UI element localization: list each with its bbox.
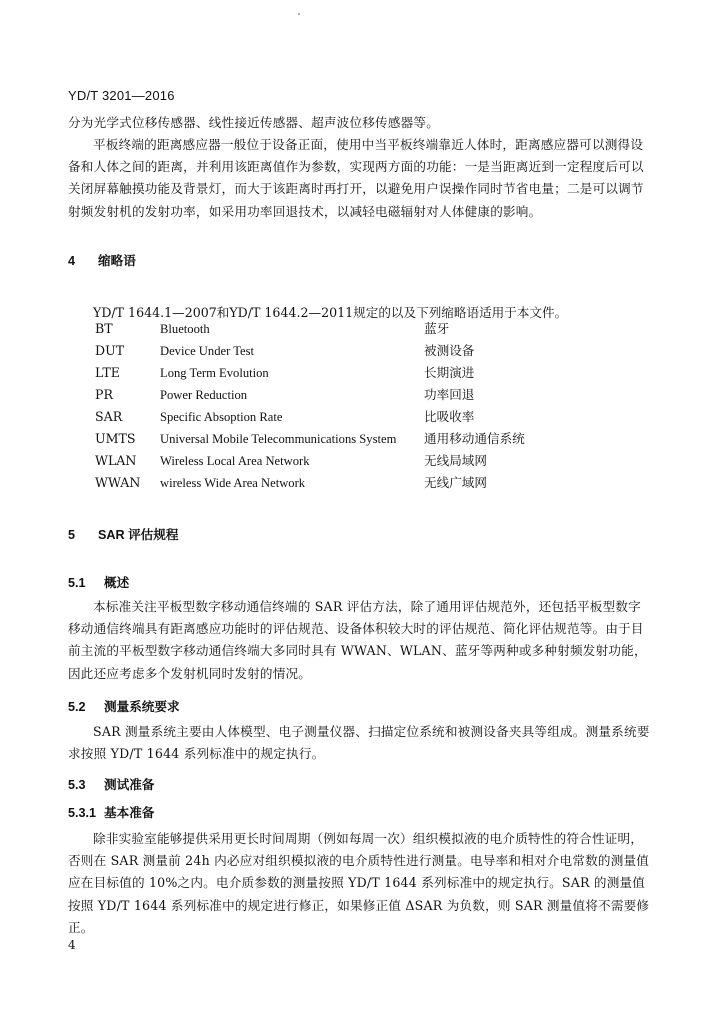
abbr-chinese: 蓝牙 bbox=[424, 321, 450, 336]
intro-paragraph-2 bbox=[68, 134, 650, 223]
section-5-3-1-heading bbox=[68, 802, 154, 821]
section-5-2-heading bbox=[68, 696, 180, 715]
section-4-heading bbox=[68, 250, 136, 269]
section-5-1-number: 5.1 bbox=[68, 576, 86, 590]
scan-speck bbox=[298, 13, 300, 15]
section-5-2-body bbox=[68, 721, 650, 765]
section-5-1-heading bbox=[68, 572, 129, 591]
abbr-english: Specific Absoption Rate bbox=[160, 410, 283, 424]
abbr-code: LTE bbox=[95, 365, 120, 380]
intro-paragraph-2-text: 平板终端的距离感应器一般位于设备正面，使用中当平板终端靠近人体时，距离感应器可以测得设备和人体之间的距离，并利用该距离值作为参数，实现两方面的功能：一是当距离近到一定程度后可以关闭屏幕触摸功能及背景灯，而大于该距离时再打开，以避免用户误操作同时节省电量；二是可以调节射频发射机的发射功率，如采用功率回退技术，以减轻电磁辐射对人体健康的影响。 bbox=[68, 137, 644, 219]
section-4-title: 缩略语 bbox=[98, 254, 136, 268]
abbr-english: Bluetooth bbox=[160, 322, 210, 336]
section-4-number: 4 bbox=[68, 254, 76, 268]
page-number: 4 bbox=[68, 938, 76, 952]
section-5-3-number: 5.3 bbox=[68, 778, 86, 792]
abbr-english: Universal Mobile Telecommunications System bbox=[160, 432, 397, 446]
abbr-code: DUT bbox=[95, 343, 125, 358]
abbr-chinese: 比吸收率 bbox=[424, 409, 475, 424]
abbr-english: Long Term Evolution bbox=[160, 366, 269, 380]
section-5-1-title: 概述 bbox=[104, 576, 130, 590]
intro-paragraph-1: 分为光学式位移传感器、线性接近传感器、超声波位移传感器等。 bbox=[68, 115, 440, 130]
section-5-2-title: 测量系统要求 bbox=[104, 700, 180, 714]
section-5-3-1-number: 5.3.1 bbox=[68, 806, 97, 820]
abbr-code: UMTS bbox=[95, 431, 136, 446]
abbreviations-intro: YD/T 1644.1—2007和YD/T 1644.2—2011规定的以及下列缩略语适用于本文件。 bbox=[93, 305, 568, 320]
section-5-1-body bbox=[68, 596, 650, 685]
abbr-chinese: 功率回退 bbox=[424, 387, 475, 402]
section-5-2-text: SAR 测量系统主要由人体模型、电子测量仪器、扫描定位系统和被测设备夹具等组成。测量系统要求按照 YD/T 1644 系列标准中的规定执行。 bbox=[68, 724, 650, 762]
abbr-code: SAR bbox=[95, 409, 123, 424]
abbr-code: PR bbox=[95, 387, 113, 402]
abbr-english: Device Under Test bbox=[160, 344, 255, 358]
abbr-code: BT bbox=[95, 321, 113, 336]
abbr-chinese: 通用移动通信系统 bbox=[424, 431, 525, 446]
section-5-heading bbox=[68, 524, 178, 543]
section-5-1-text: 本标准关注平板型数字移动通信终端的 SAR 评估方法，除了通用评估规范外，还包括平板型数字移动通信终端具有距离感应功能时的评估规范、设备体积较大时的评估规范、简化评估规范等。由于目前主流的平板型数字移动通信终端大多同时具有 WWAN、WLAN、蓝牙等两种或多种射频发射功能，因此还应考虑多个发射机同时发射的情况。 bbox=[68, 599, 647, 681]
abbr-english: wireless Wide Area Network bbox=[160, 476, 306, 490]
section-5-3-1-text: 除非实验室能够提供采用更长时间周期（例如每周一次）组织模拟液的电介质特性的符合性证明，否则在 SAR 测量前 24h 内必应对组织模拟液的电介质特性进行测量。电导率和相对介电常数的测量值应在目标值的 10%之内。电介质参数的测量按照 YD/T 1644 系列标准中的规定执行。SAR 的测量值按照 YD/T 1644 系列标准中的规定进行修正，如果修正值 ΔSAR 为负数，则 SAR 测量值将不需要修正。 bbox=[68, 831, 650, 935]
section-5-3-heading bbox=[68, 774, 154, 793]
section-5-3-1-body bbox=[68, 828, 650, 939]
section-5-3-title: 测试准备 bbox=[104, 778, 155, 792]
abbr-english: Wireless Local Area Network bbox=[160, 454, 310, 468]
abbr-chinese: 无线局域网 bbox=[424, 453, 487, 468]
section-5-number: 5 bbox=[68, 528, 76, 542]
abbr-code: WWAN bbox=[95, 475, 141, 490]
section-5-title: SAR 评估规程 bbox=[98, 528, 179, 542]
abbr-chinese: 无线广域网 bbox=[424, 475, 487, 490]
abbr-chinese: 长期演进 bbox=[424, 365, 475, 380]
standard-code-header: YD/T 3201—2016 bbox=[68, 88, 175, 103]
section-5-2-number: 5.2 bbox=[68, 700, 86, 714]
abbr-code: WLAN bbox=[95, 453, 137, 468]
abbr-chinese: 被测设备 bbox=[424, 343, 475, 358]
abbr-english: Power Reduction bbox=[160, 388, 248, 402]
section-5-3-1-title: 基本准备 bbox=[104, 806, 155, 820]
